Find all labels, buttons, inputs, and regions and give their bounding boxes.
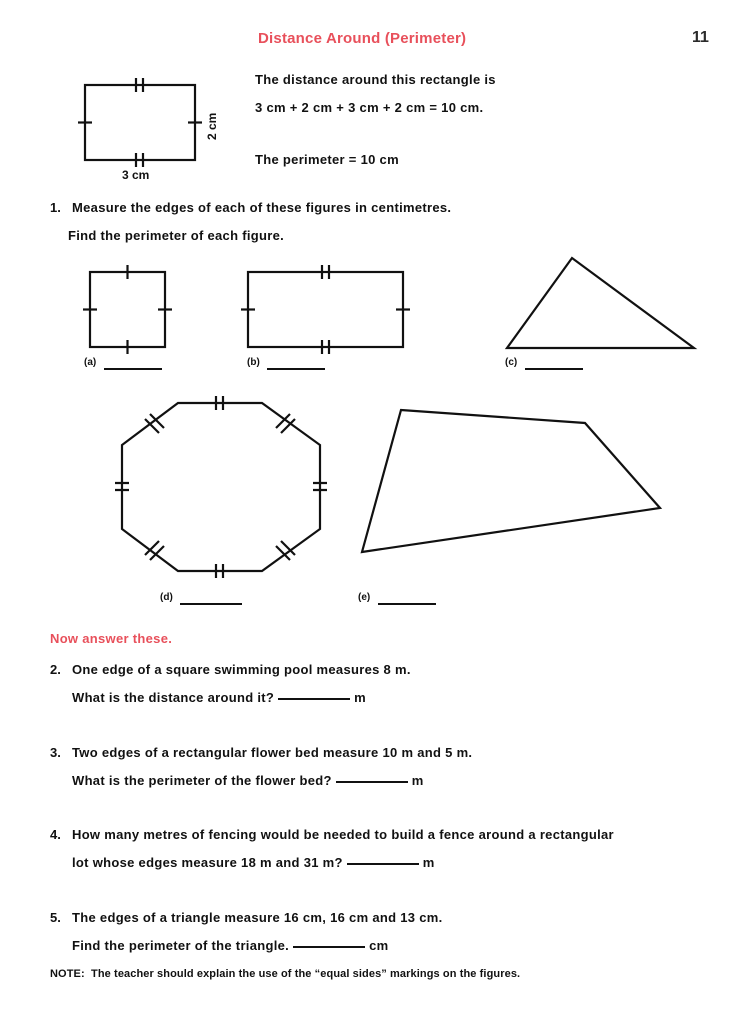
question-2-line-1: One edge of a square swimming pool measures 8 m. (72, 662, 411, 677)
question-4-line-2 (72, 855, 435, 870)
question-2-prompt: What is the distance around it? (72, 690, 275, 705)
page-number: 11 (692, 29, 709, 46)
question-2-unit: m (354, 690, 367, 705)
example-line-1: The distance around this rectangle is (255, 72, 496, 87)
question-2-number: 2. (50, 662, 61, 677)
question-4-number: 4. (50, 827, 61, 842)
question-1-number: 1. (50, 200, 61, 215)
question-5-unit: cm (369, 938, 389, 953)
question-2-answer-blank[interactable] (278, 698, 350, 700)
figure-d-octagon (100, 395, 340, 585)
question-1-line-2: Find the perimeter of each figure. (68, 228, 285, 243)
question-5-line-1: The edges of a triangle measure 16 cm, 16 cm and 13 cm. (72, 910, 443, 925)
figure-a-square (75, 262, 185, 357)
figure-e-quadrilateral (355, 400, 675, 565)
figure-c-triangle (500, 250, 705, 355)
question-4-line-1: How many metres of fencing would be needed to build a fence around a rectangular (72, 827, 614, 842)
figure-d-answer-line[interactable] (180, 603, 242, 605)
figure-e-answer-line[interactable] (378, 603, 436, 605)
figure-a-answer-line[interactable] (104, 368, 162, 370)
figure-c-label: (c) (505, 357, 518, 368)
question-5-answer-blank[interactable] (293, 946, 365, 948)
question-4-answer-blank[interactable] (347, 863, 419, 865)
note (50, 968, 520, 980)
question-3-line-1: Two edges of a rectangular flower bed measure 10 m and 5 m. (72, 745, 473, 760)
figure-e-label: (e) (358, 592, 371, 603)
question-3-prompt: What is the perimeter of the flower bed? (72, 773, 332, 788)
note-text: The teacher should explain the use of the “equal sides” markings on the figures. (91, 968, 521, 980)
question-4-prompt: lot whose edges measure 18 m and 31 m? (72, 855, 343, 870)
figure-b-answer-line[interactable] (267, 368, 325, 370)
note-label: NOTE: (50, 968, 85, 980)
question-3-line-2 (72, 773, 424, 788)
page-title: Distance Around (Perimeter) (258, 30, 467, 47)
question-4-unit: m (422, 855, 435, 870)
example-height-label: 2 cm (205, 112, 219, 140)
question-5-prompt: Find the perimeter of the triangle. (72, 938, 290, 953)
example-line-3: The perimeter = 10 cm (255, 152, 399, 167)
question-3-number: 3. (50, 745, 61, 760)
figure-b-rectangle (238, 262, 413, 357)
figure-c-answer-line[interactable] (525, 368, 583, 370)
figure-a-label: (a) (84, 357, 97, 368)
figure-d-label: (d) (160, 592, 173, 603)
example-width-label: 3 cm (122, 168, 150, 182)
question-3-answer-blank[interactable] (336, 781, 408, 783)
question-5-line-2 (72, 938, 388, 953)
example-line-2: 3 cm + 2 cm + 3 cm + 2 cm = 10 cm. (255, 100, 484, 115)
question-5-number: 5. (50, 910, 61, 925)
question-2-line-2 (72, 690, 366, 705)
now-answer-these-heading: Now answer these. (50, 631, 173, 646)
question-1-line-1: Measure the edges of each of these figures in centimetres. (72, 200, 452, 215)
question-3-unit: m (411, 773, 424, 788)
figure-b-label: (b) (247, 357, 260, 368)
